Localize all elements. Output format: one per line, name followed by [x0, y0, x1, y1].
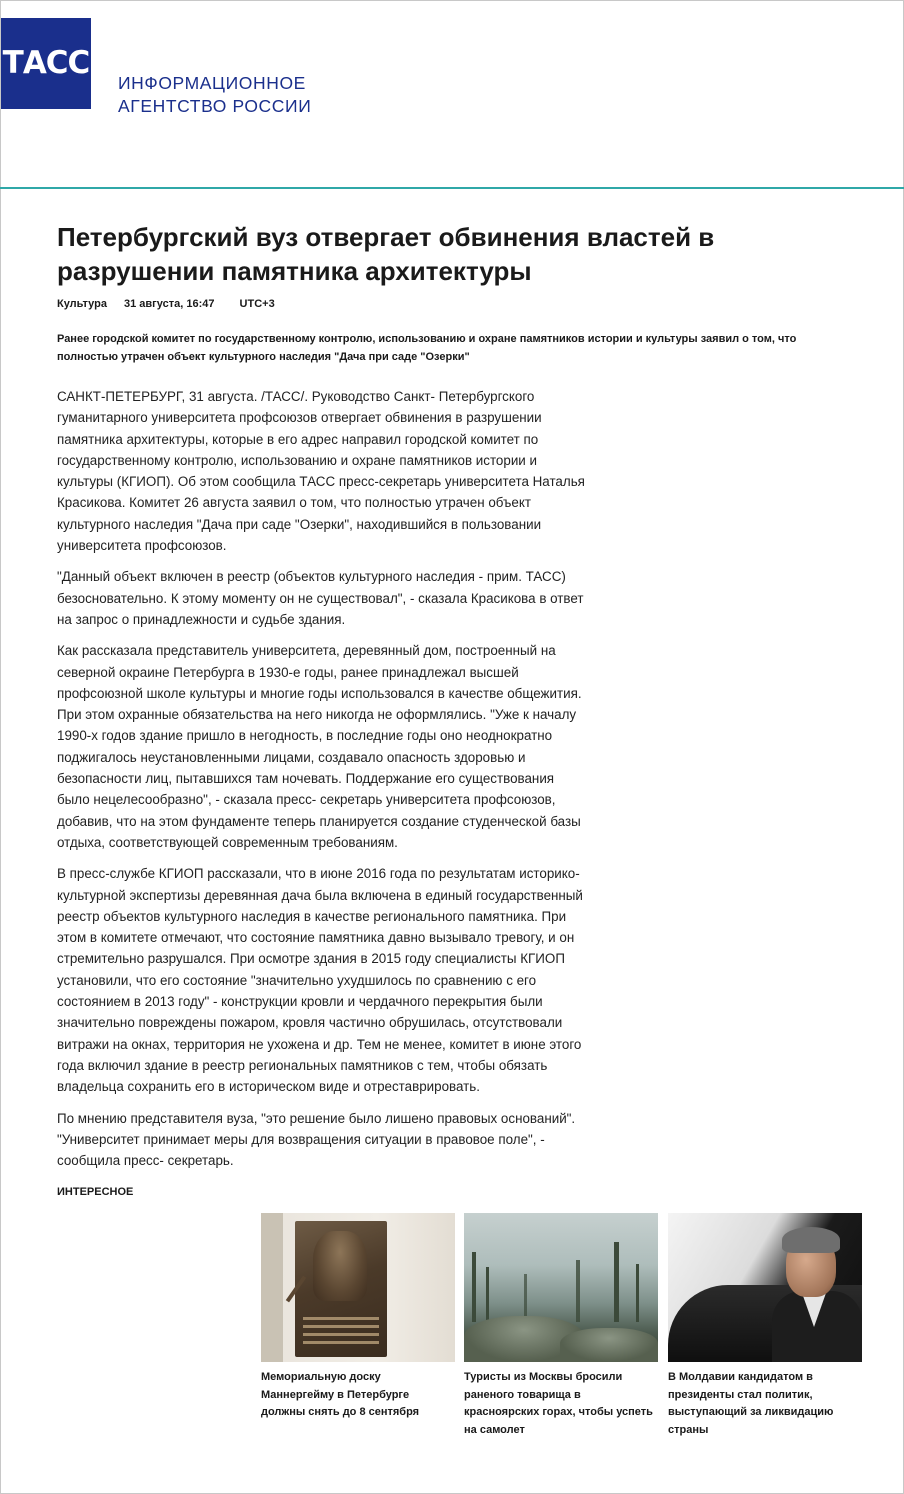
- tree: [636, 1264, 639, 1322]
- foggy-forest-image[interactable]: [464, 1213, 658, 1362]
- hair: [782, 1227, 840, 1253]
- article-body: [57, 386, 585, 1181]
- article-date: 31 августа, 16:47: [124, 298, 215, 310]
- bust-relief: [313, 1231, 367, 1301]
- agency-line-2: АГЕНТСТВО РОССИИ: [118, 96, 312, 116]
- article-meta: [57, 298, 289, 310]
- article-category[interactable]: Культура: [57, 298, 107, 310]
- article-paragraph: "Данный объект включен в реестр (объектов культурного наследия - прим. ТАСС) безосновательно. К этому моменту он не существовал", - сказала Красикова в ответ на запрос о принадлежности и судьбе здания.: [57, 569, 584, 627]
- tass-logo[interactable]: ТАСС: [1, 18, 91, 109]
- article-paragraph: Как рассказала представитель университета, деревянный дом, построенный на северной окраине Петербурга в 1930-е годы, ранее принадлежал высшей профсоюзной школе культуры и многие годы использовался в качестве общежития. При этом охранные обязательства на него никогда не оформлялись. "Уже к началу 1990-х годов здание пришло в негодность, в последние годы оно неоднократно поджигалось неустановленными лицами, создавало опасность здоровью и безопасности лиц, пытавшихся там ночевать. Поддержание его существования было нецелесообразно", - сказала пресс- секретарь университета профсоюзов, добавив, что на этом фундаменте теперь планируется создание студенческой базы отдыха, соответствующей современным требованиям.: [57, 643, 582, 850]
- tree: [614, 1242, 619, 1322]
- tree: [576, 1260, 580, 1322]
- inscription-line: [303, 1325, 379, 1328]
- memorial-plaque-image[interactable]: [261, 1213, 455, 1362]
- header-divider: [0, 187, 904, 189]
- inscription-line: [303, 1333, 379, 1336]
- related-card[interactable]: [464, 1213, 658, 1439]
- article-lead: Ранее городской комитет по государственному контролю, использованию и охране памятников истории и культуры заявил о том, что полностью утрачен объект культурного наследия "Дача при саде "Озерки": [57, 333, 797, 363]
- article-paragraph: В пресс-службе КГИОП рассказали, что в июне 2016 года по результатам историко-культурной экспертизы деревянная дача была включена в единый государственный реестр объектов культурного наследия в качестве регионального памятника. При этом в комитете отмечают, что состояние памятника давно вызывало тревогу, и он стремительно разрушался. При осмотре здания в 2015 году специалисты КГИОП установили, что его состояние "значительно ухудшилось по сравнению с его состоянием в 2013 году" - конструкции кровли и чердачного перекрытия были значительно повреждены пожаром, кровля частично обрушилась, отсутствовали витражи на окнах, территория не ухожена и др. Тем не менее, комитет в июне этого года включил здание в реестр региональных памятников с тем, чтобы обязать владельца сохранить его в историческом виде и отреставрировать.: [57, 866, 583, 1095]
- related-card[interactable]: [261, 1213, 455, 1422]
- agency-name: [118, 72, 311, 118]
- site-header: [0, 0, 904, 188]
- related-heading: ИНТЕРЕСНОЕ: [57, 1186, 134, 1198]
- related-card-caption[interactable]: Туристы из Москвы бросили раненого товарища в красноярских горах, чтобы успеть на самолет: [464, 1371, 653, 1436]
- article-timezone: UTC+3: [239, 298, 275, 310]
- tree: [486, 1267, 489, 1322]
- plaque-inscription: [303, 1317, 379, 1349]
- article-title: Петербургский вуз отвергает обвинения властей в разрушении памятника архитектуры: [57, 222, 715, 286]
- wall-shadow: [261, 1213, 283, 1362]
- article-paragraph: По мнению представителя вуза, "это решение было лишено правовых оснований". "Университет принимает меры для возвращения ситуации в правовое поле", - сообщила пресс- секретарь.: [57, 1110, 576, 1169]
- tree: [524, 1274, 527, 1322]
- tree: [472, 1252, 476, 1322]
- agency-line-1: ИНФОРМАЦИОННОЕ: [118, 73, 306, 93]
- article-paragraph: САНКТ-ПЕТЕРБУРГ, 31 августа. /ТАСС/. Руководство Санкт- Петербургского гуманитарного университета профсоюзов отвергает обвинения в разрушении памятника архитектуры, которые в его адрес направил городской комитет по государственному контролю, использованию и охране памятников истории и культуры (КГИОП). Об этом сообщила ТАСС пресс-секретарь университета Наталья Красикова. Комитет 26 августа заявил о том, что полностью утрачен объект культурного наследия "Дача при саде "Озерки", находившийся в пользовании университета профсоюзов.: [57, 389, 585, 554]
- related-card[interactable]: [668, 1213, 862, 1439]
- rock: [560, 1328, 658, 1362]
- inscription-line: [303, 1317, 379, 1320]
- related-card-caption[interactable]: В Молдавии кандидатом в президенты стал политик, выступающий за ликвидацию страны: [668, 1371, 834, 1436]
- related-card-caption[interactable]: Мемориальную доску Маннергейму в Петербурге должны снять до 8 сентября: [261, 1371, 420, 1418]
- politician-image[interactable]: [668, 1213, 862, 1362]
- inscription-line: [303, 1341, 379, 1344]
